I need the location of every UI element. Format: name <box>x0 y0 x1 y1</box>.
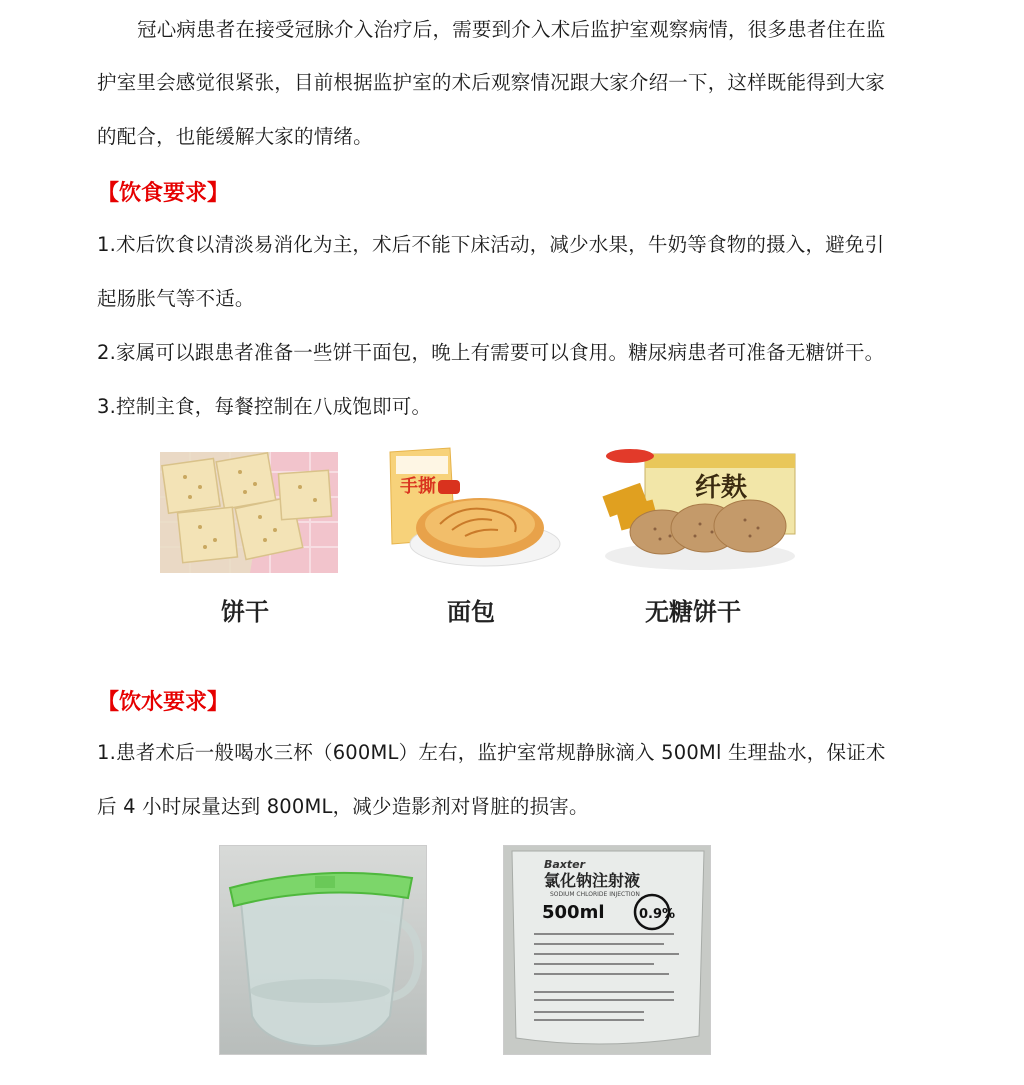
crackers-image <box>160 452 338 573</box>
saline-name: 氯化钠注射液 <box>544 871 641 890</box>
diet-item-2: 2.家属可以跟患者准备一些饼干面包，晚上有需要可以食用。糖尿病患者可准备无糖饼干。 <box>97 341 885 364</box>
saline-bag-image <box>503 845 711 1055</box>
water-heading: 【饮水要求】 <box>97 690 230 715</box>
sugarfree-box-text: 纤麸 <box>695 473 748 503</box>
caption-bread: 面包 <box>447 598 495 626</box>
saline-conc: 0.9% <box>639 907 676 922</box>
intro-line-2: 护室里会感觉很紧张，目前根据监护室的术后观察情况跟大家介绍一下，这样既能得到大家 <box>97 71 886 94</box>
diet-item-1-line-2: 起肠胀气等不适。 <box>97 287 255 310</box>
sugarfree-crackers-image <box>600 444 800 572</box>
saline-brand: Baxter <box>544 858 586 871</box>
bread-image <box>380 444 562 574</box>
water-cup-image <box>219 845 427 1055</box>
intro-line-1: 冠心病患者在接受冠脉介入治疗后，需要到介入术后监护室观察病情，很多患者住在监 <box>137 18 886 41</box>
diet-item-3: 3.控制主食，每餐控制在八成饱即可。 <box>97 395 432 418</box>
bread-pack-text: 手撕 <box>400 476 436 497</box>
caption-sugarfree-crackers: 无糖饼干 <box>645 598 741 626</box>
intro-line-3: 的配合，也能缓解大家的情绪。 <box>97 125 373 148</box>
water-item-1-line-1: 1.患者术后一般喝水三杯（600ML）左右，监护室常规静脉滴入 500Ml 生理盐水，保证术 <box>97 741 886 764</box>
diet-item-1-line-1: 1.术后饮食以清淡易消化为主，术后不能下床活动，减少水果，牛奶等食物的摄入，避免引 <box>97 233 885 256</box>
caption-crackers: 饼干 <box>221 598 269 626</box>
saline-en: SODIUM CHLORIDE INJECTION <box>550 891 640 898</box>
saline-volume: 500ml <box>542 902 605 923</box>
water-item-1-line-2: 后 4 小时尿量达到 800ML，减少造影剂对肾脏的损害。 <box>97 795 589 818</box>
diet-heading: 【饮食要求】 <box>97 181 230 206</box>
